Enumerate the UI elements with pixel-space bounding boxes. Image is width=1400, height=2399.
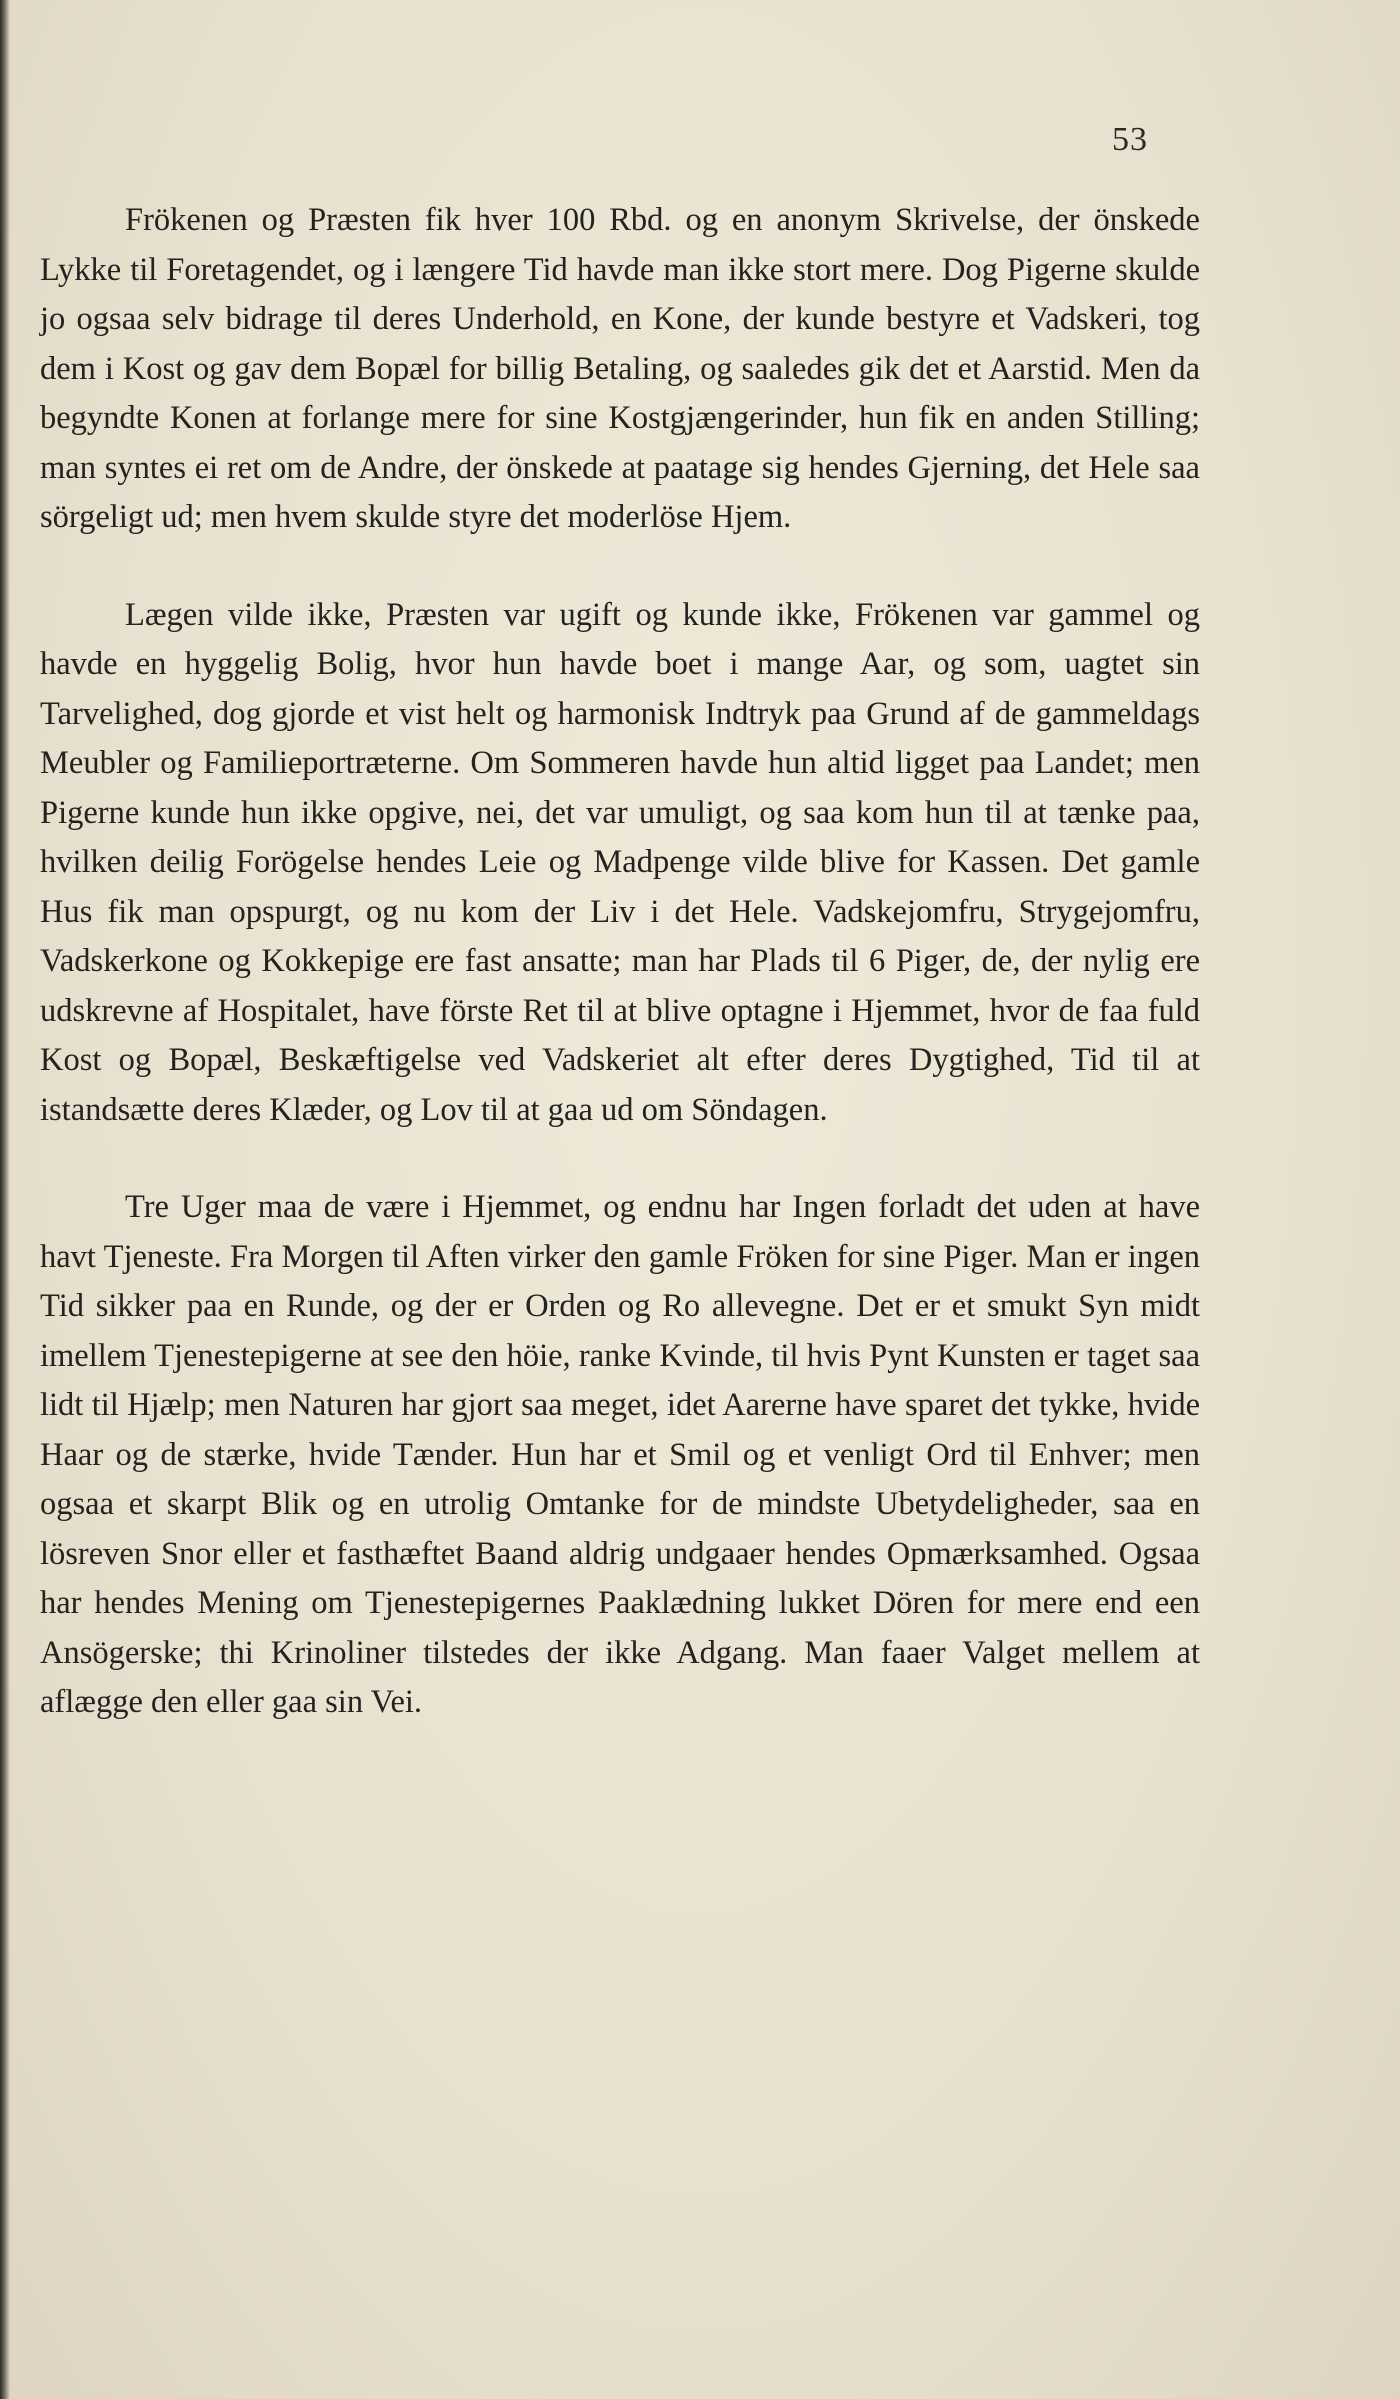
paragraph-3: Tre Uger maa de være i Hjemmet, og endnu har Ingen forladt det uden at have havt Tjeneste. Fra Morgen til Aften virker den gamle Fröken for sine Piger. Man er ingen Tid sikker paa en Runde, og der er Orden og Ro allevegne. Det er et smukt Syn midt imellem Tjenestepigerne at see den höie, ranke Kvinde, til hvis Pynt Kunsten er taget saa lidt til Hjælp; men Naturen har gjort saa meget, idet Aarerne have sparet det tykke, hvide Haar og de stærke, hvide Tænder. Hun har et Smil og et venligt Ord til Enhver; men ogsaa et skarpt Blik og en utrolig Omtanke for de mindste Ubetydeligheder, saa en lösreven Snor eller et fasthæftet Baand aldrig undgaaer hendes Opmærksamhed. Ogsaa har hendes Mening om Tjenestepigernes Paaklædning lukket Dören for mere end een Ansögerske; thi Krinoliner tilstedes der ikke Adgang. Man faaer Valget mellem at aflægge den eller gaa sin Vei.: [40, 1189, 1200, 1720]
body-text: [40, 196, 1200, 1728]
spine-shadow: [0, 0, 10, 2399]
page-number: 53: [1112, 121, 1148, 158]
paragraph-2: Lægen vilde ikke, Præsten var ugift og kunde ikke, Frökenen var gammel og havde en hyggelig Bolig, hvor hun havde boet i mange Aar, og som, uagtet sin Tarvelighed, dog gjorde et vist helt og harmonisk Indtryk paa Grund af de gammeldags Meubler og Familieportræterne. Om Sommeren havde hun altid ligget paa Landet; men Pigerne kunde hun ikke opgive, nei, det var umuligt, og saa kom hun til at tænke paa, hvilken deilig Forögelse hendes Leie og Madpenge vilde blive for Kassen. Det gamle Hus fik man opspurgt, og nu kom der Liv i det Hele. Vadskejomfru, Strygejomfru, Vadskerkone og Kokkepige ere fast ansatte; man har Plads til 6 Piger, de, der nylig ere udskrevne af Hospitalet, have förste Ret til at blive optagne i Hjemmet, hvor de faa fuld Kost og Bopæl, Beskæftigelse ved Vadskeriet alt efter deres Dygtighed, Tid til at istandsætte deres Klæder, og Lov til at gaa ud om Söndagen.: [40, 596, 1200, 1128]
paragraph-1: Frökenen og Præsten fik hver 100 Rbd. og en anonym Skrivelse, der önskede Lykke til Foretagendet, og i længere Tid havde man ikke stort mere. Dog Pigerne skulde jo ogsaa selv bidrage til deres Underhold, en Kone, der kunde bestyre et Vadskeri, tog dem i Kost og gav dem Bopæl for billig Betaling, og saaledes gik det et Aarstid. Men da begyndte Konen at forlange mere for sine Kostgjængerinder, hun fik en anden Stilling; man syntes ei ret om de Andre, der önskede at paatage sig hendes Gjerning, det Hele saa sörgeligt ud; men hvem skulde styre det moderlöse Hjem.: [40, 202, 1200, 535]
